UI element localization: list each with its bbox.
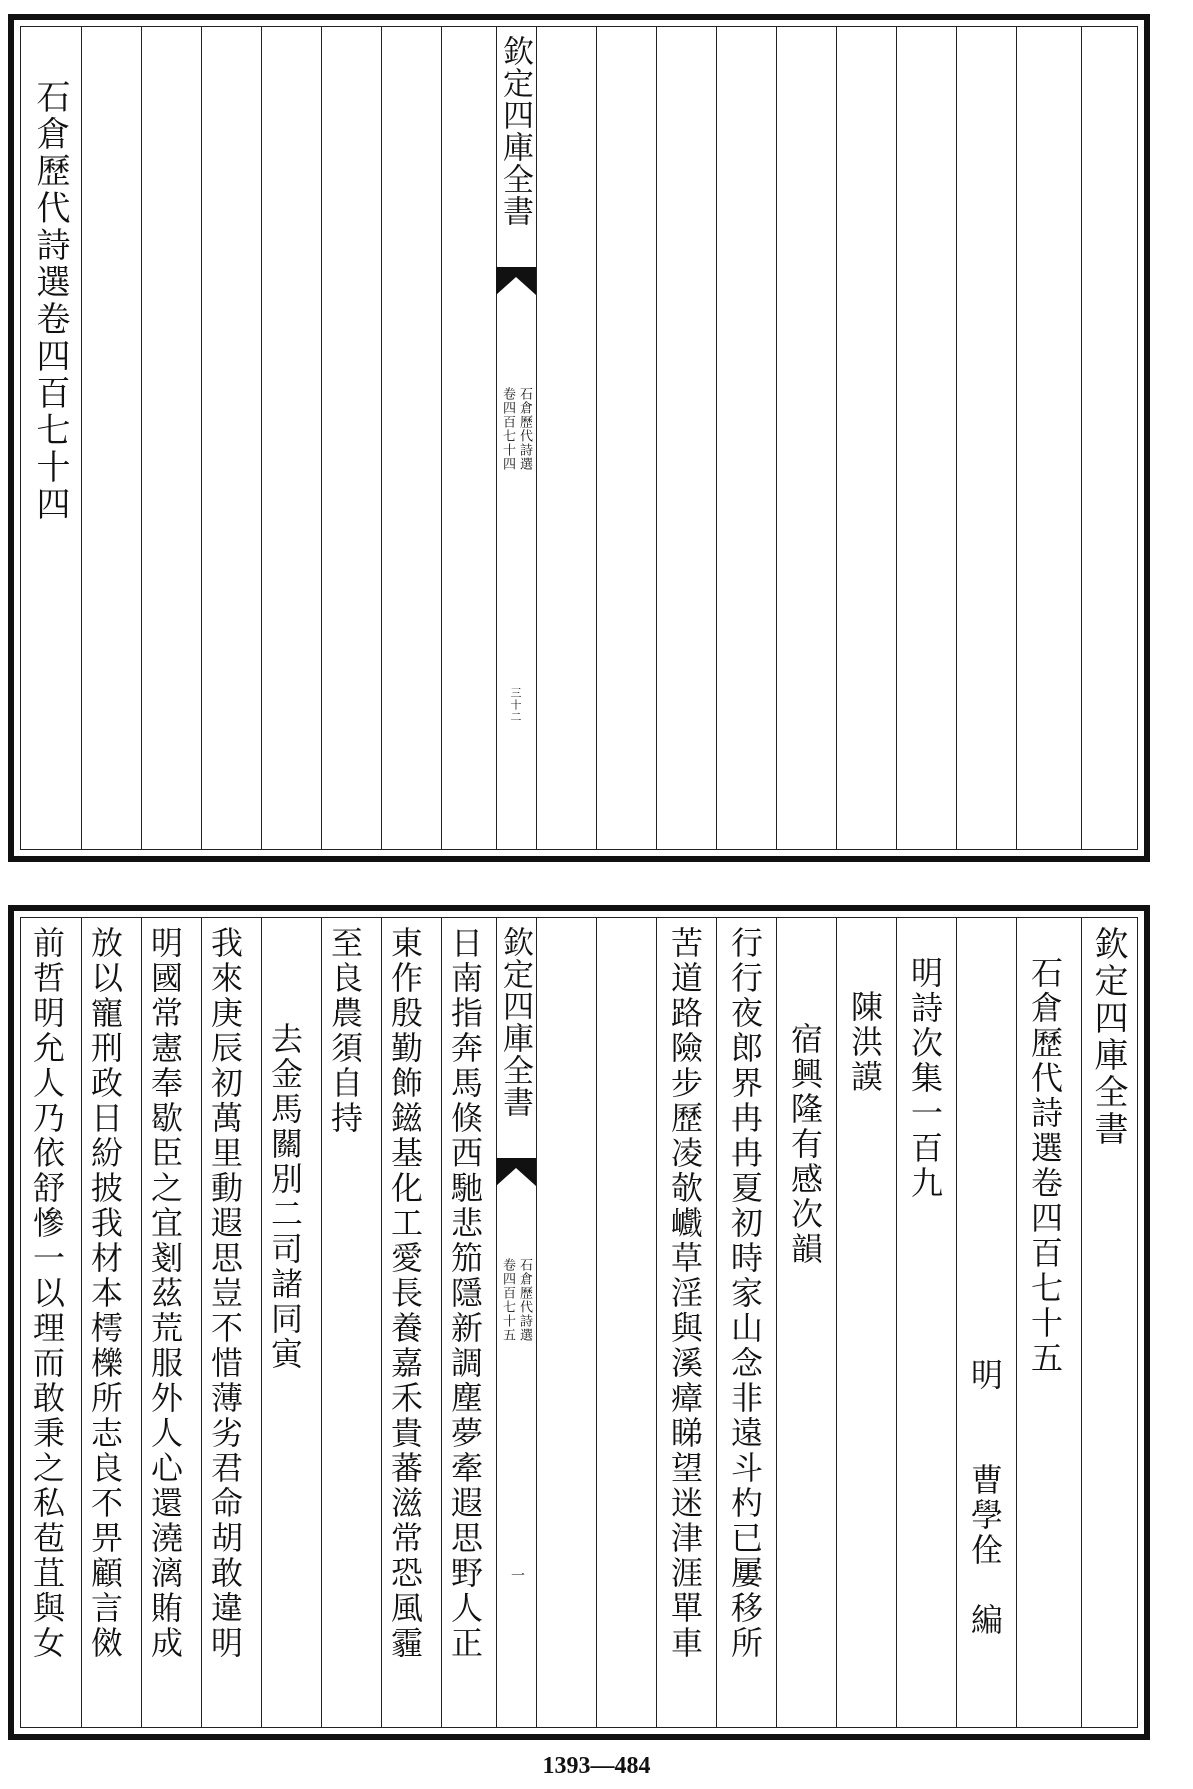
poem-line: 苦道路險步歷凌欹巇草淫與溪瘴睇望迷津涯單車 (666, 926, 704, 1661)
poem-line: 前哲明允人乃依舒慘一以理而敢秉之私苞苴與女 (28, 926, 66, 1661)
column-rule (596, 27, 597, 849)
top-page (8, 14, 1150, 862)
column-rule (381, 918, 382, 1727)
poet-name: 陳洪謨 (846, 990, 884, 1095)
column-rule (656, 27, 657, 849)
column-rule (141, 27, 142, 849)
poem-line: 明國常憲奉歇臣之宜剗茲荒服外人心還澆漓賄成 (146, 926, 184, 1661)
collection-header: 欽定四庫全書 (1088, 926, 1128, 1148)
poem-line: 日南指奔馬倏西馳悲笳隱新調塵夢牽遐思野人正 (446, 926, 484, 1661)
column-rule (441, 918, 442, 1727)
column-rule (776, 27, 777, 849)
column-rule (261, 918, 262, 1727)
column-rule (956, 918, 957, 1727)
column-rule (1081, 918, 1082, 1727)
column-rule (381, 27, 382, 849)
column-rule (1081, 27, 1082, 849)
column-rule (1016, 27, 1017, 849)
column-rule (956, 27, 957, 849)
poem-title: 去金馬關別二司諸同寅 (266, 1022, 304, 1372)
column-rule (141, 918, 142, 1727)
fold-leaf-number: 三十二 (509, 687, 522, 723)
column-rule (596, 918, 597, 1727)
fold-sub-volume: 卷四百七十四 (500, 387, 515, 471)
column-rule (81, 27, 82, 849)
column-rule (656, 918, 657, 1727)
column-rule (321, 27, 322, 849)
fish-tail-mark (496, 1158, 536, 1186)
column-rule (321, 918, 322, 1727)
column-rule (836, 27, 837, 849)
fish-tail-mark (496, 267, 536, 295)
volume-title: 石倉歷代詩選卷四百七十五 (1026, 956, 1064, 1376)
column-rule (836, 918, 837, 1727)
poem-line: 放以寵刑政日紛披我材本樗櫟所志良不畀顧言傚 (86, 926, 124, 1661)
fold-rule (536, 27, 537, 849)
column-rule (896, 918, 897, 1727)
compiler-line: 明 曹學佺 編 (966, 1358, 1004, 1638)
footer-page-number: 1393—484 (542, 1753, 651, 1779)
collection-section: 明詩次集一百九 (906, 956, 944, 1201)
bottom-page-frame (20, 917, 1138, 1728)
poem-line: 至良農須自持 (326, 926, 364, 1136)
column-rule (896, 27, 897, 849)
fold-rule (536, 918, 537, 1727)
poem-line: 我來庚辰初萬里動遐思豈不惜薄劣君命胡敢違明 (206, 926, 244, 1661)
top-page-frame (20, 26, 1138, 850)
column-rule (261, 27, 262, 849)
column-rule (716, 918, 717, 1727)
column-rule (441, 27, 442, 849)
fold-sub-title: 石倉歷代詩選 (517, 1258, 532, 1342)
column-rule (201, 918, 202, 1727)
column-rule (716, 27, 717, 849)
poem-line: 東作殷勤飾鎡基化工愛長養嘉禾貴蕃滋常恐風霾 (386, 926, 424, 1661)
center-header: 欽定四庫全書 (497, 926, 533, 1118)
column-rule (1016, 918, 1017, 1727)
fold-leaf-number: 一 (509, 1568, 525, 1583)
book-title-column: 石倉歷代詩選卷四百七十四 (30, 79, 70, 523)
center-header: 欽定四庫全書 (497, 35, 533, 227)
column-rule (81, 918, 82, 1727)
poem-line: 行行夜郎界冉冉夏初時家山念非遠斗杓已屢移所 (726, 926, 764, 1661)
bottom-page (8, 905, 1150, 1740)
column-rule (201, 27, 202, 849)
poem-title: 宿興隆有感次韻 (786, 1022, 824, 1267)
fold-sub-volume: 卷四百七十五 (500, 1258, 515, 1342)
column-rule (776, 918, 777, 1727)
fold-sub-title: 石倉歷代詩選 (517, 387, 532, 471)
